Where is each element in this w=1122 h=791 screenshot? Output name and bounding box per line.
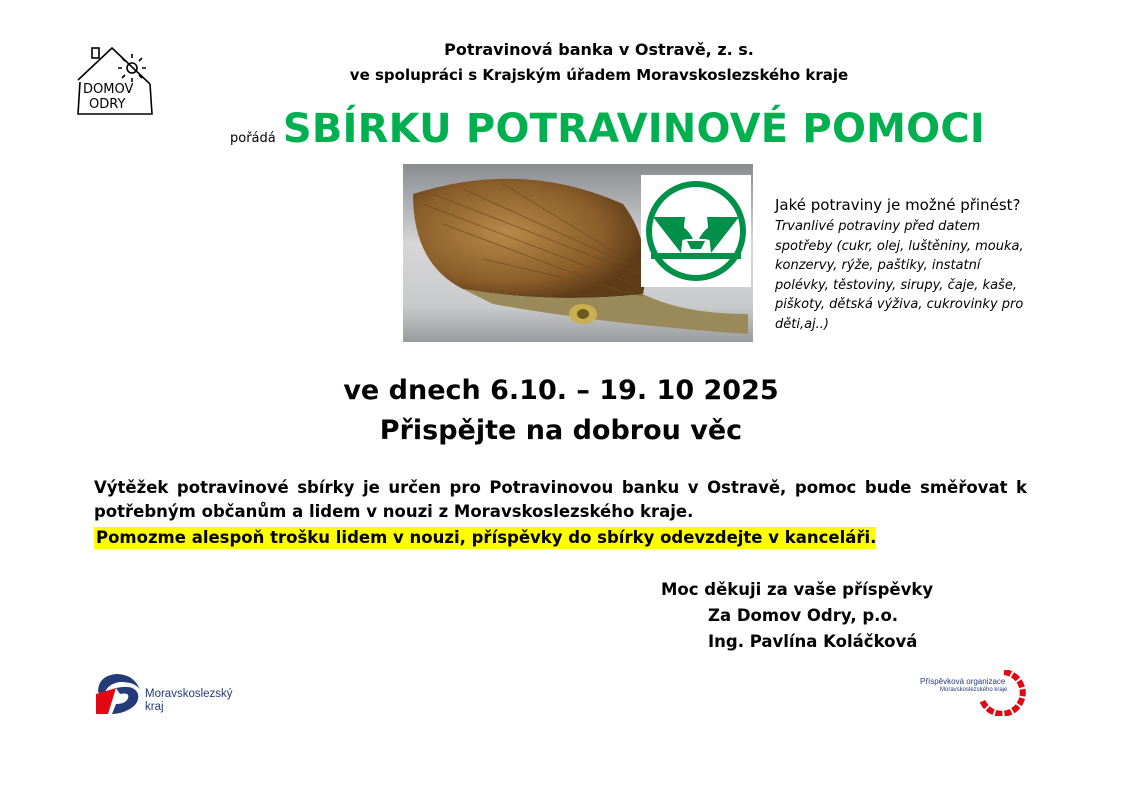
msk-logo-line2: kraj: [145, 701, 164, 713]
domov-logo-line1: DOMOV: [83, 82, 134, 97]
collection-dates: ve dnech 6.10. – 19. 10 2025: [343, 375, 779, 406]
food-info-box: [775, 196, 1035, 334]
po-logo-line1: Příspěvková organizace: [920, 677, 1006, 686]
po-ring-logo-icon: [978, 670, 1030, 716]
po-logo-line2: Moravskoslezského kraje: [940, 687, 1008, 693]
signature-organization: Za Domov Odry, p.o.: [708, 606, 899, 625]
food-bank-emblem-icon: [641, 175, 751, 287]
signature-name: Ing. Pavlína Koláčková: [708, 632, 918, 651]
domov-logo-line2: ODRY: [89, 97, 126, 112]
signature-thanks: Moc děkuji za vaše příspěvky: [661, 580, 934, 599]
contribute-heading: Přispějte na dobrou věc: [379, 415, 743, 446]
title-row: [230, 106, 985, 152]
highlight-text: Pomozme alespoň trošku lidem v nouzi, příspěvky do sbírky odevzdejte v kanceláři.: [96, 528, 877, 547]
info-question: Jaké potraviny je možné přinést?: [775, 196, 1021, 214]
msk-logo-line1: Moravskoslezský: [145, 688, 233, 700]
highlight-line: [94, 528, 876, 547]
body-paragraph: Výtěžek potravinové sbírky je určen pro Potravinovou banku v Ostravě, pomoc bude směřovat k potřebným občanům a lidem v nouzi z Moravskoslezského kraje.: [94, 478, 1027, 521]
header-line-cooperation: ve spolupráci s Krajským úřadem Moravskoslezského kraje: [349, 66, 849, 84]
msk-logo-text: [145, 688, 233, 714]
info-food-list: Trvanlivé potraviny před datem spotřeby (cukr, olej, luštěniny, mouka, konzervy, rýže, paštiky, instatní polévky, těstoviny, sirupy, čaje, kaše, piškoty, dětská výživa, cukrovinky pro děti,aj..): [775, 219, 1024, 332]
page-title: SBÍRKU POTRAVINOVÉ POMOCI: [282, 106, 985, 152]
header-line-organization: Potravinová banka v Ostravě, z. s.: [444, 40, 754, 59]
title-prefix: pořádá: [230, 131, 276, 146]
